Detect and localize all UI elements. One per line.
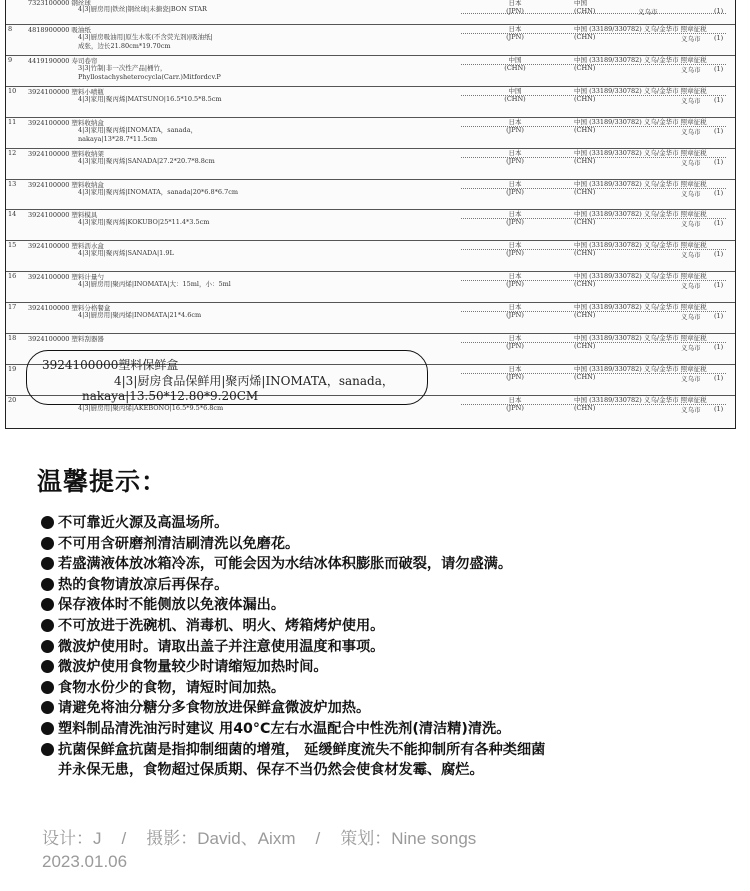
hs-code: 3924100000 塑料分格餐盒 <box>28 304 111 312</box>
row-number: 8 <box>8 25 13 33</box>
row-number: 10 <box>8 87 17 95</box>
bullet-icon <box>41 660 54 673</box>
destination: 中国 (33189/330782) 义乌/金华市 照章征税 (CHN) <box>574 25 707 41</box>
separator: / <box>121 829 127 848</box>
bullet-icon <box>41 537 54 550</box>
destination-city: 义乌市 <box>681 97 701 105</box>
destination: 中国 (33189/330782) 义乌/金华市 照章征税 (CHN) <box>574 149 707 165</box>
quantity-paren: (1) <box>714 189 724 197</box>
origin-country: 日本 (JPN) <box>506 149 524 165</box>
credits-line <box>42 824 476 849</box>
destination: 中国 (33189/330782) 义乌/金华市 照章征税 (CHN) <box>574 303 707 319</box>
destination: 中国 (33189/330782) 义乌/金华市 照章征税 (CHN) <box>574 210 707 226</box>
row-number: 9 <box>8 56 13 64</box>
destination: 中国 (33189/330782) 义乌/金华市 照章征税 (CHN) <box>574 180 707 196</box>
tip-text: 请避免将油分糖分多食物放进保鲜盒微波炉加热。 <box>58 700 371 717</box>
destination: 中国 (33189/330782) 义乌/金华市 照章征税 (CHN) <box>574 241 707 257</box>
tip-text: 保存液体时不能侧放以免液体漏出。 <box>58 597 286 614</box>
origin-country: 日本 (JPN) <box>506 180 524 196</box>
bullet-icon <box>41 722 54 735</box>
quantity-paren: (1) <box>714 405 724 413</box>
item-description: 4|3|厨房用|聚丙烯|INOMATA|21*4.6cm <box>78 311 202 319</box>
item-description: 4|3|家用|聚丙烯|SANADA|27.2*20.7*8.8cm <box>78 157 215 165</box>
origin-country: 日本 (JPN) <box>506 365 524 381</box>
hs-code: 7323100000 钢丝球 <box>28 0 91 7</box>
table-row <box>6 55 735 86</box>
table-row <box>6 117 735 148</box>
table-row <box>6 271 735 302</box>
item-description: 4|3|厨房吸油用|原生木浆(不含荧光剂)|吸油纸| <box>78 33 213 41</box>
destination: 中国 (33189/330782) 义乌/金华市 照章征税 (CHN) <box>574 365 707 381</box>
photo-credit: 摄影：David、Aixm <box>146 829 296 848</box>
table-row <box>6 24 735 55</box>
hs-code: 3924100000 塑料计量勺 <box>28 273 104 281</box>
destination-city: 义乌市 <box>638 8 658 16</box>
row-number: 18 <box>8 334 17 342</box>
tip-item <box>41 719 741 740</box>
bullet-icon <box>41 640 54 653</box>
destination-city: 义乌市 <box>681 35 701 43</box>
bullet-icon <box>41 681 54 694</box>
item-description: 成张，边长21.80cm*19.70cm <box>78 42 171 50</box>
tip-item <box>41 678 741 699</box>
origin-country: 中国 (CHN) <box>504 56 526 72</box>
destination-city: 义乌市 <box>681 313 701 321</box>
origin-country: 日本 (JPN) <box>506 210 524 226</box>
quantity-paren: (1) <box>714 96 724 104</box>
row-number: 15 <box>8 241 17 249</box>
hs-code: 3924100000 塑料小喷瓶 <box>28 88 104 96</box>
tip-continuation: 并永保无患，食物超过保质期、保存不当仍然会使食材发霉、腐烂。 <box>58 762 484 779</box>
tip-text: 抗菌保鲜盒抗菌是指抑制细菌的增殖， 延缓鲜度流失不能抑制所有各种类细菌 <box>58 741 546 758</box>
item-description: 4|3|家用|聚丙烯|MATSUNO|16.5*10.5*8.5cm <box>78 95 222 103</box>
tip-item <box>41 657 741 678</box>
hs-code: 3924100000 塑料收纳架 <box>28 150 104 158</box>
item-description: 4|3|家用|聚丙烯|INOMATA，sanada|20*6.8*6.7cm <box>78 188 239 196</box>
quantity-paren: (1) <box>714 34 724 42</box>
quantity-paren: (1) <box>714 281 724 289</box>
quantity-paren: (1) <box>714 219 724 227</box>
row-number: 13 <box>8 180 17 188</box>
tip-item <box>41 616 741 637</box>
tip-text: 若盛满液体放冰箱冷冻，可能会因为水结冰体积膨胀而破裂，请勿盛满。 <box>58 556 513 573</box>
destination: 中国 (33189/330782) 义乌/金华市 照章征税 (CHN) <box>574 118 707 134</box>
origin-country: 日本 (JPN) <box>506 303 524 319</box>
table-row <box>6 148 735 179</box>
bullet-icon <box>41 598 54 611</box>
hs-code: 3924100000 塑料刮器器 <box>28 335 104 343</box>
tip-text: 食物水份少的食物，请短时间加热。 <box>58 679 286 696</box>
item-description: 4|3|家用|聚丙烯|KOKUBO|25*11.4*3.5cm <box>78 218 210 226</box>
item-description: nakaya|13*28.7*11.5cm <box>78 135 158 143</box>
highlighted-description-line2: nakaya|13.50*12.80*9.20CM <box>82 389 259 403</box>
row-number: 17 <box>8 303 17 311</box>
tip-text: 热的食物请放凉后再保存。 <box>58 576 229 593</box>
item-description: 4|3|厨房用|铁丝|钢丝球|未搪瓷|BON STAR <box>78 5 207 13</box>
item-description: 4|3|家用|聚丙烯|SANADA|1.9L <box>78 249 174 257</box>
bullet-icon <box>41 743 54 756</box>
quantity-paren: (1) <box>714 343 724 351</box>
item-description: 4|3|厨房用|聚丙烯|AKEBONO|16.5*9.5*6.8cm <box>78 404 224 412</box>
destination-city: 义乌市 <box>681 375 701 383</box>
item-description: Phyllostachysheterocycla(Carr.)Mitfordcv.P <box>78 73 221 81</box>
table-row <box>6 0 735 24</box>
hs-code: 4419190000 寿司卷帘 <box>28 57 98 65</box>
customs-declaration-scan <box>5 0 736 429</box>
tip-text: 塑料制品清洗油污时建议 用40°C左右水温配合中性洗剂(清洁精)清洗。 <box>58 720 511 737</box>
origin-country: 日本 (JPN) <box>506 25 524 41</box>
destination-city: 义乌市 <box>681 66 701 74</box>
destination: 中国 (33189/330782) 义乌/金华市 照章征税 (CHN) <box>574 87 707 103</box>
destination-city: 义乌市 <box>681 406 701 414</box>
table-row <box>6 209 735 240</box>
quantity-paren: (1) <box>714 158 724 166</box>
destination: 中国 (33189/330782) 义乌/金华市 照章征税 (CHN) <box>574 272 707 288</box>
table-row <box>6 86 735 117</box>
tip-text: 不可用含研磨剂清洁刷清洗以免磨花。 <box>58 535 300 552</box>
destination-city: 义乌市 <box>681 251 701 259</box>
highlighted-hs-code: 3924100000塑料保鲜盒 <box>42 358 179 372</box>
table-row <box>6 179 735 210</box>
tip-text: 微波炉使用时。请取出盖子并注意使用温度和事项。 <box>58 638 385 655</box>
quantity-paren: (1) <box>714 374 724 382</box>
origin-country: 日本 (JPN) <box>506 272 524 288</box>
tip-item <box>41 637 741 658</box>
origin-country: 日本 (JPN) <box>506 118 524 134</box>
tip-text: 不可靠近火源及高温场所。 <box>58 515 229 531</box>
highlighted-description-line1: 4|3|厨房食品保鲜用|聚丙烯|INOMATA，sanada， <box>114 374 394 388</box>
hs-code: 3924100000 塑料收纳盒 <box>28 181 104 189</box>
quantity-paren: (1) <box>714 250 724 258</box>
origin-country: 日本 (JPN) <box>506 0 524 15</box>
origin-country: 日本 (JPN) <box>506 334 524 350</box>
design-credit: 设计：J <box>42 829 102 848</box>
bullet-icon <box>41 578 54 591</box>
row-number: 12 <box>8 149 17 157</box>
tip-text: 不可放进于洗碗机、消毒机、明火、烤箱烤炉使用。 <box>58 617 385 634</box>
tip-item <box>41 740 741 781</box>
destination: 中国 (CHN) <box>574 0 596 15</box>
destination: 中国 (33189/330782) 义乌/金华市 照章征税 (CHN) <box>574 396 707 412</box>
item-description: 3|3|竹制|非一次性产品|桶竹， <box>78 64 167 72</box>
bullet-icon <box>41 516 54 529</box>
tips-list <box>41 513 741 781</box>
destination: 中国 (33189/330782) 义乌/金华市 照章征税 (CHN) <box>574 56 707 72</box>
quantity-paren: (1) <box>714 312 724 320</box>
hs-code: 3924100000 塑料模具 <box>28 211 98 219</box>
destination-city: 义乌市 <box>681 344 701 352</box>
tip-text: 微波炉使用食物量较少时请缩短加热时间。 <box>58 659 328 676</box>
bullet-icon <box>41 557 54 570</box>
origin-country: 中国 (CHN) <box>504 87 526 103</box>
table-row <box>6 240 735 271</box>
destination-city: 义乌市 <box>681 159 701 167</box>
destination-city: 义乌市 <box>681 128 701 136</box>
bullet-icon <box>41 619 54 632</box>
tip-item <box>41 554 741 575</box>
publish-date: 2023.01.06 <box>42 852 128 871</box>
destination-city: 义乌市 <box>681 220 701 228</box>
quantity-paren: (1) <box>714 7 724 15</box>
row-number: 19 <box>8 365 17 373</box>
destination: 中国 (33189/330782) 义乌/金华市 照章征税 (CHN) <box>574 334 707 350</box>
origin-country: 日本 (JPN) <box>506 396 524 412</box>
quantity-paren: (1) <box>714 65 724 73</box>
tip-item <box>41 513 741 534</box>
tip-item <box>41 534 741 555</box>
hs-code: 3924100000 塑料收纳盒 <box>28 119 104 127</box>
destination-city: 义乌市 <box>681 282 701 290</box>
row-number: 16 <box>8 272 17 280</box>
row-number: 14 <box>8 210 17 218</box>
item-description: 4|3|家用|聚丙烯|INOMATA，sanada， <box>78 126 198 134</box>
hs-code: 3924100000 塑料沥水盒 <box>28 242 104 250</box>
hs-code: 4818900000 吸油纸 <box>28 26 91 34</box>
tip-item <box>41 575 741 596</box>
row-number: 11 <box>8 118 17 126</box>
tip-item <box>41 698 741 719</box>
origin-country: 日本 (JPN) <box>506 241 524 257</box>
destination-city: 义乌市 <box>681 190 701 198</box>
item-description: 4|3|厨房用|聚丙烯|INOMATA|大：15ml，小：5ml <box>78 280 231 288</box>
table-row <box>6 302 735 333</box>
separator: / <box>315 829 321 848</box>
quantity-paren: (1) <box>714 127 724 135</box>
row-number: 20 <box>8 396 17 404</box>
planning-credit: 策划：Nine songs <box>340 829 477 848</box>
tip-item <box>41 595 741 616</box>
bullet-icon <box>41 701 54 714</box>
tips-title: 温馨提示： <box>37 467 168 496</box>
